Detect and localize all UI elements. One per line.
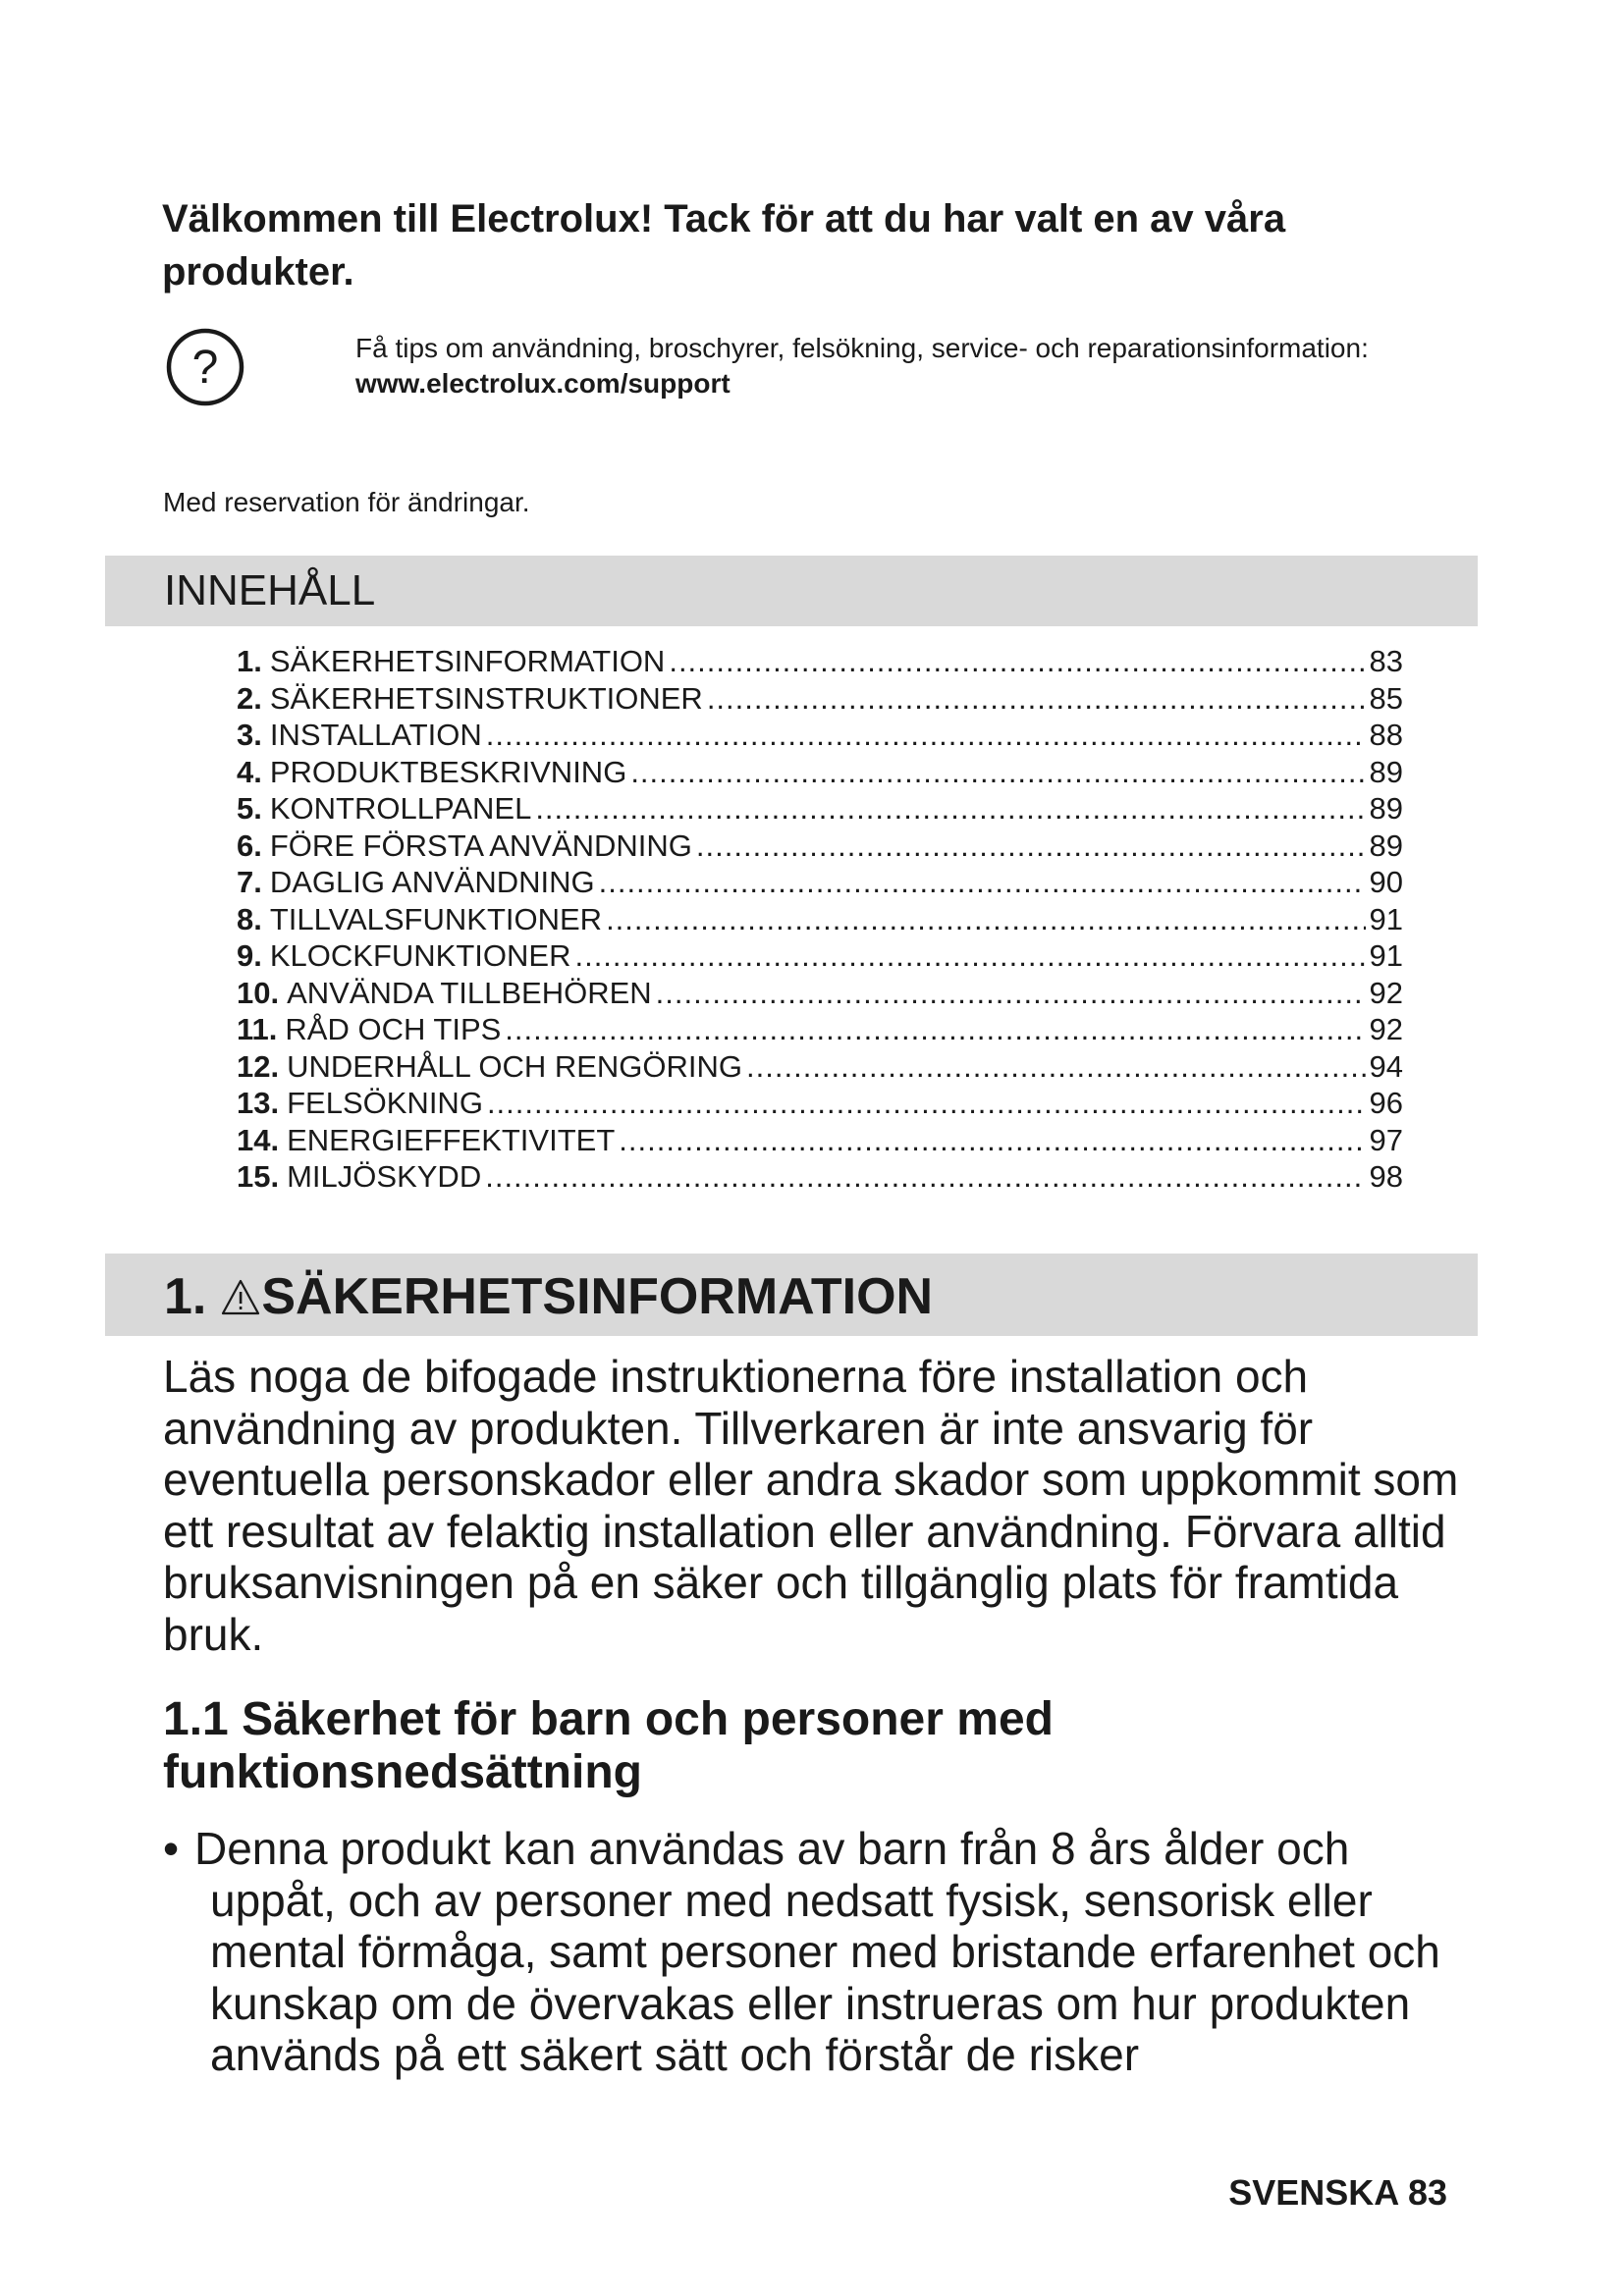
toc-item-page: 92: [1369, 1012, 1403, 1046]
toc-item[interactable]: 13. FELSÖKNING ..... 96: [237, 1085, 1403, 1122]
toc-leader: [574, 937, 1365, 975]
toc-leader: [606, 901, 1365, 938]
reservation-note: Med reservation för ändringar.: [163, 487, 530, 517]
toc-item[interactable]: 15. MILJÖSKYDD ..... 98: [237, 1158, 1403, 1196]
section-header-bar: [105, 1254, 1478, 1336]
toc-item[interactable]: 3. INSTALLATION ..... 88: [237, 717, 1403, 754]
safety-intro-paragraph: Läs noga de bifogade instruktionerna före installation och användning av produkten. Tillverkaren är inte ansvarig för eventuella personskador eller andra skador som uppkommit som ett resultat av felaktig installation eller användning. Förvara alltid bruksanvisningen på en säker och tillgänglig plats för framtida bruk.: [163, 1351, 1459, 1660]
toc-item-page: 88: [1369, 718, 1403, 752]
toc-item-label: FÖRE FÖRSTA ANVÄNDNING: [269, 828, 692, 863]
toc-leader: [505, 1011, 1365, 1048]
toc-item-page: 91: [1369, 901, 1403, 936]
section-number: 1.: [164, 1268, 207, 1325]
toc-item-page: 89: [1369, 791, 1403, 826]
toc-item[interactable]: 11. RÅD OCH TIPS ..... 92: [237, 1011, 1403, 1048]
toc-item-label: ENERGIEFFEKTIVITET: [287, 1122, 616, 1157]
toc-item-page: 89: [1369, 754, 1403, 789]
toc-leader: [535, 790, 1365, 828]
support-tips: [355, 331, 1485, 401]
toc-item-label: UNDERHÅLL OCH RENGÖRING: [287, 1048, 743, 1084]
toc-item[interactable]: 10. ANVÄNDA TILLBEHÖREN ..... 92: [237, 975, 1403, 1012]
toc-leader: [656, 975, 1366, 1012]
toc-item-label: INSTALLATION: [269, 718, 482, 752]
toc-item[interactable]: 8. TILLVALSFUNKTIONER ..... 91: [237, 901, 1403, 938]
toc-item[interactable]: 5. KONTROLLPANEL ..... 89: [237, 790, 1403, 828]
toc-item-label: SÄKERHETSINFORMATION: [269, 644, 666, 678]
toc-leader: [485, 1158, 1365, 1196]
support-tips-text: Få tips om användning, broschyrer, felsökning, service- och reparationsinformation:: [355, 333, 1369, 363]
toc-item-page: 92: [1369, 975, 1403, 1010]
contents-header-bar: [105, 556, 1478, 626]
subsection-heading: 1.1 Säkerhet för barn och personer med funktionsnedsättning: [163, 1693, 1054, 1798]
toc-item[interactable]: 4. PRODUKTBESKRIVNING ..... 89: [237, 754, 1403, 791]
toc-item-page: 85: [1369, 680, 1403, 716]
table-of-contents: [237, 643, 1403, 1196]
toc-item-page: 83: [1369, 644, 1403, 678]
page-footer: [1228, 2171, 1447, 2215]
toc-leader: [746, 1048, 1365, 1086]
warning-triangle-icon: [220, 1277, 261, 1316]
toc-item-label: KLOCKFUNKTIONER: [269, 938, 571, 973]
toc-item[interactable]: 1. SÄKERHETSINFORMATION ..... 83: [237, 643, 1403, 680]
toc-leader: [696, 828, 1366, 865]
toc-item[interactable]: 9. KLOCKFUNKTIONER ..... 91: [237, 937, 1403, 975]
footer-language: SVENSKA: [1228, 2172, 1398, 2213]
toc-leader: [619, 1122, 1365, 1159]
bullet-marker: •: [163, 1823, 180, 1874]
section-title: [164, 1267, 933, 1326]
toc-leader: [669, 643, 1365, 680]
welcome-heading: Välkommen till Electrolux! Tack för att du har valt en av våra produkter.: [162, 197, 1286, 294]
toc-item-page: 98: [1369, 1159, 1403, 1194]
toc-item-label: MILJÖSKYDD: [287, 1159, 482, 1194]
toc-item[interactable]: 2. SÄKERHETSINSTRUKTIONER ..... 85: [237, 680, 1403, 718]
toc-leader: [487, 1085, 1366, 1122]
toc-leader: [630, 754, 1365, 791]
toc-item-label: FELSÖKNING: [287, 1086, 483, 1120]
toc-item[interactable]: 14. ENERGIEFFEKTIVITET ..... 97: [237, 1122, 1403, 1159]
toc-item-label: ANVÄNDA TILLBEHÖREN: [287, 975, 652, 1010]
toc-item-page: 96: [1369, 1086, 1403, 1120]
section-title-text: SÄKERHETSINFORMATION: [261, 1268, 934, 1325]
svg-text:?: ?: [191, 342, 219, 394]
toc-item-page: 91: [1369, 938, 1403, 973]
toc-item-label: TILLVALSFUNKTIONER: [269, 901, 603, 936]
toc-leader: [707, 680, 1366, 718]
toc-item-label: PRODUKTBESKRIVNING: [269, 754, 627, 789]
footer-page-number: 83: [1407, 2172, 1447, 2213]
list-item-text: Denna produkt kan användas av barn från 8 års ålder och uppåt, och av personer med nedsatt fysisk, sensorisk eller mental förmåga, samt personer med bristande erfarenhet och kunskap om de övervakas eller instrueras om hur produkten används på ett säkert sätt och förstår de risker: [194, 1823, 1440, 2080]
toc-item-label: KONTROLLPANEL: [269, 791, 532, 826]
toc-item[interactable]: 7. DAGLIG ANVÄNDNING ..... 90: [237, 864, 1403, 901]
list-item: [163, 1823, 1479, 2081]
question-circle-icon: [164, 326, 246, 408]
toc-item-page: 90: [1369, 865, 1403, 899]
toc-item-page: 89: [1369, 828, 1403, 863]
toc-item-page: 94: [1369, 1048, 1403, 1084]
toc-leader: [486, 717, 1366, 754]
toc-item-label: SÄKERHETSINSTRUKTIONER: [269, 680, 703, 716]
toc-item-label: DAGLIG ANVÄNDNING: [269, 865, 595, 899]
toc-item[interactable]: 6. FÖRE FÖRSTA ANVÄNDNING ..... 89: [237, 828, 1403, 865]
toc-item-page: 97: [1369, 1122, 1403, 1157]
toc-leader: [599, 864, 1366, 901]
contents-title: INNEHÅLL: [164, 566, 376, 614]
toc-item-label: RÅD OCH TIPS: [285, 1012, 502, 1046]
support-url-link[interactable]: www.electrolux.com/support: [355, 368, 731, 399]
toc-item[interactable]: 12. UNDERHÅLL OCH RENGÖRING ..... 94: [237, 1048, 1403, 1086]
